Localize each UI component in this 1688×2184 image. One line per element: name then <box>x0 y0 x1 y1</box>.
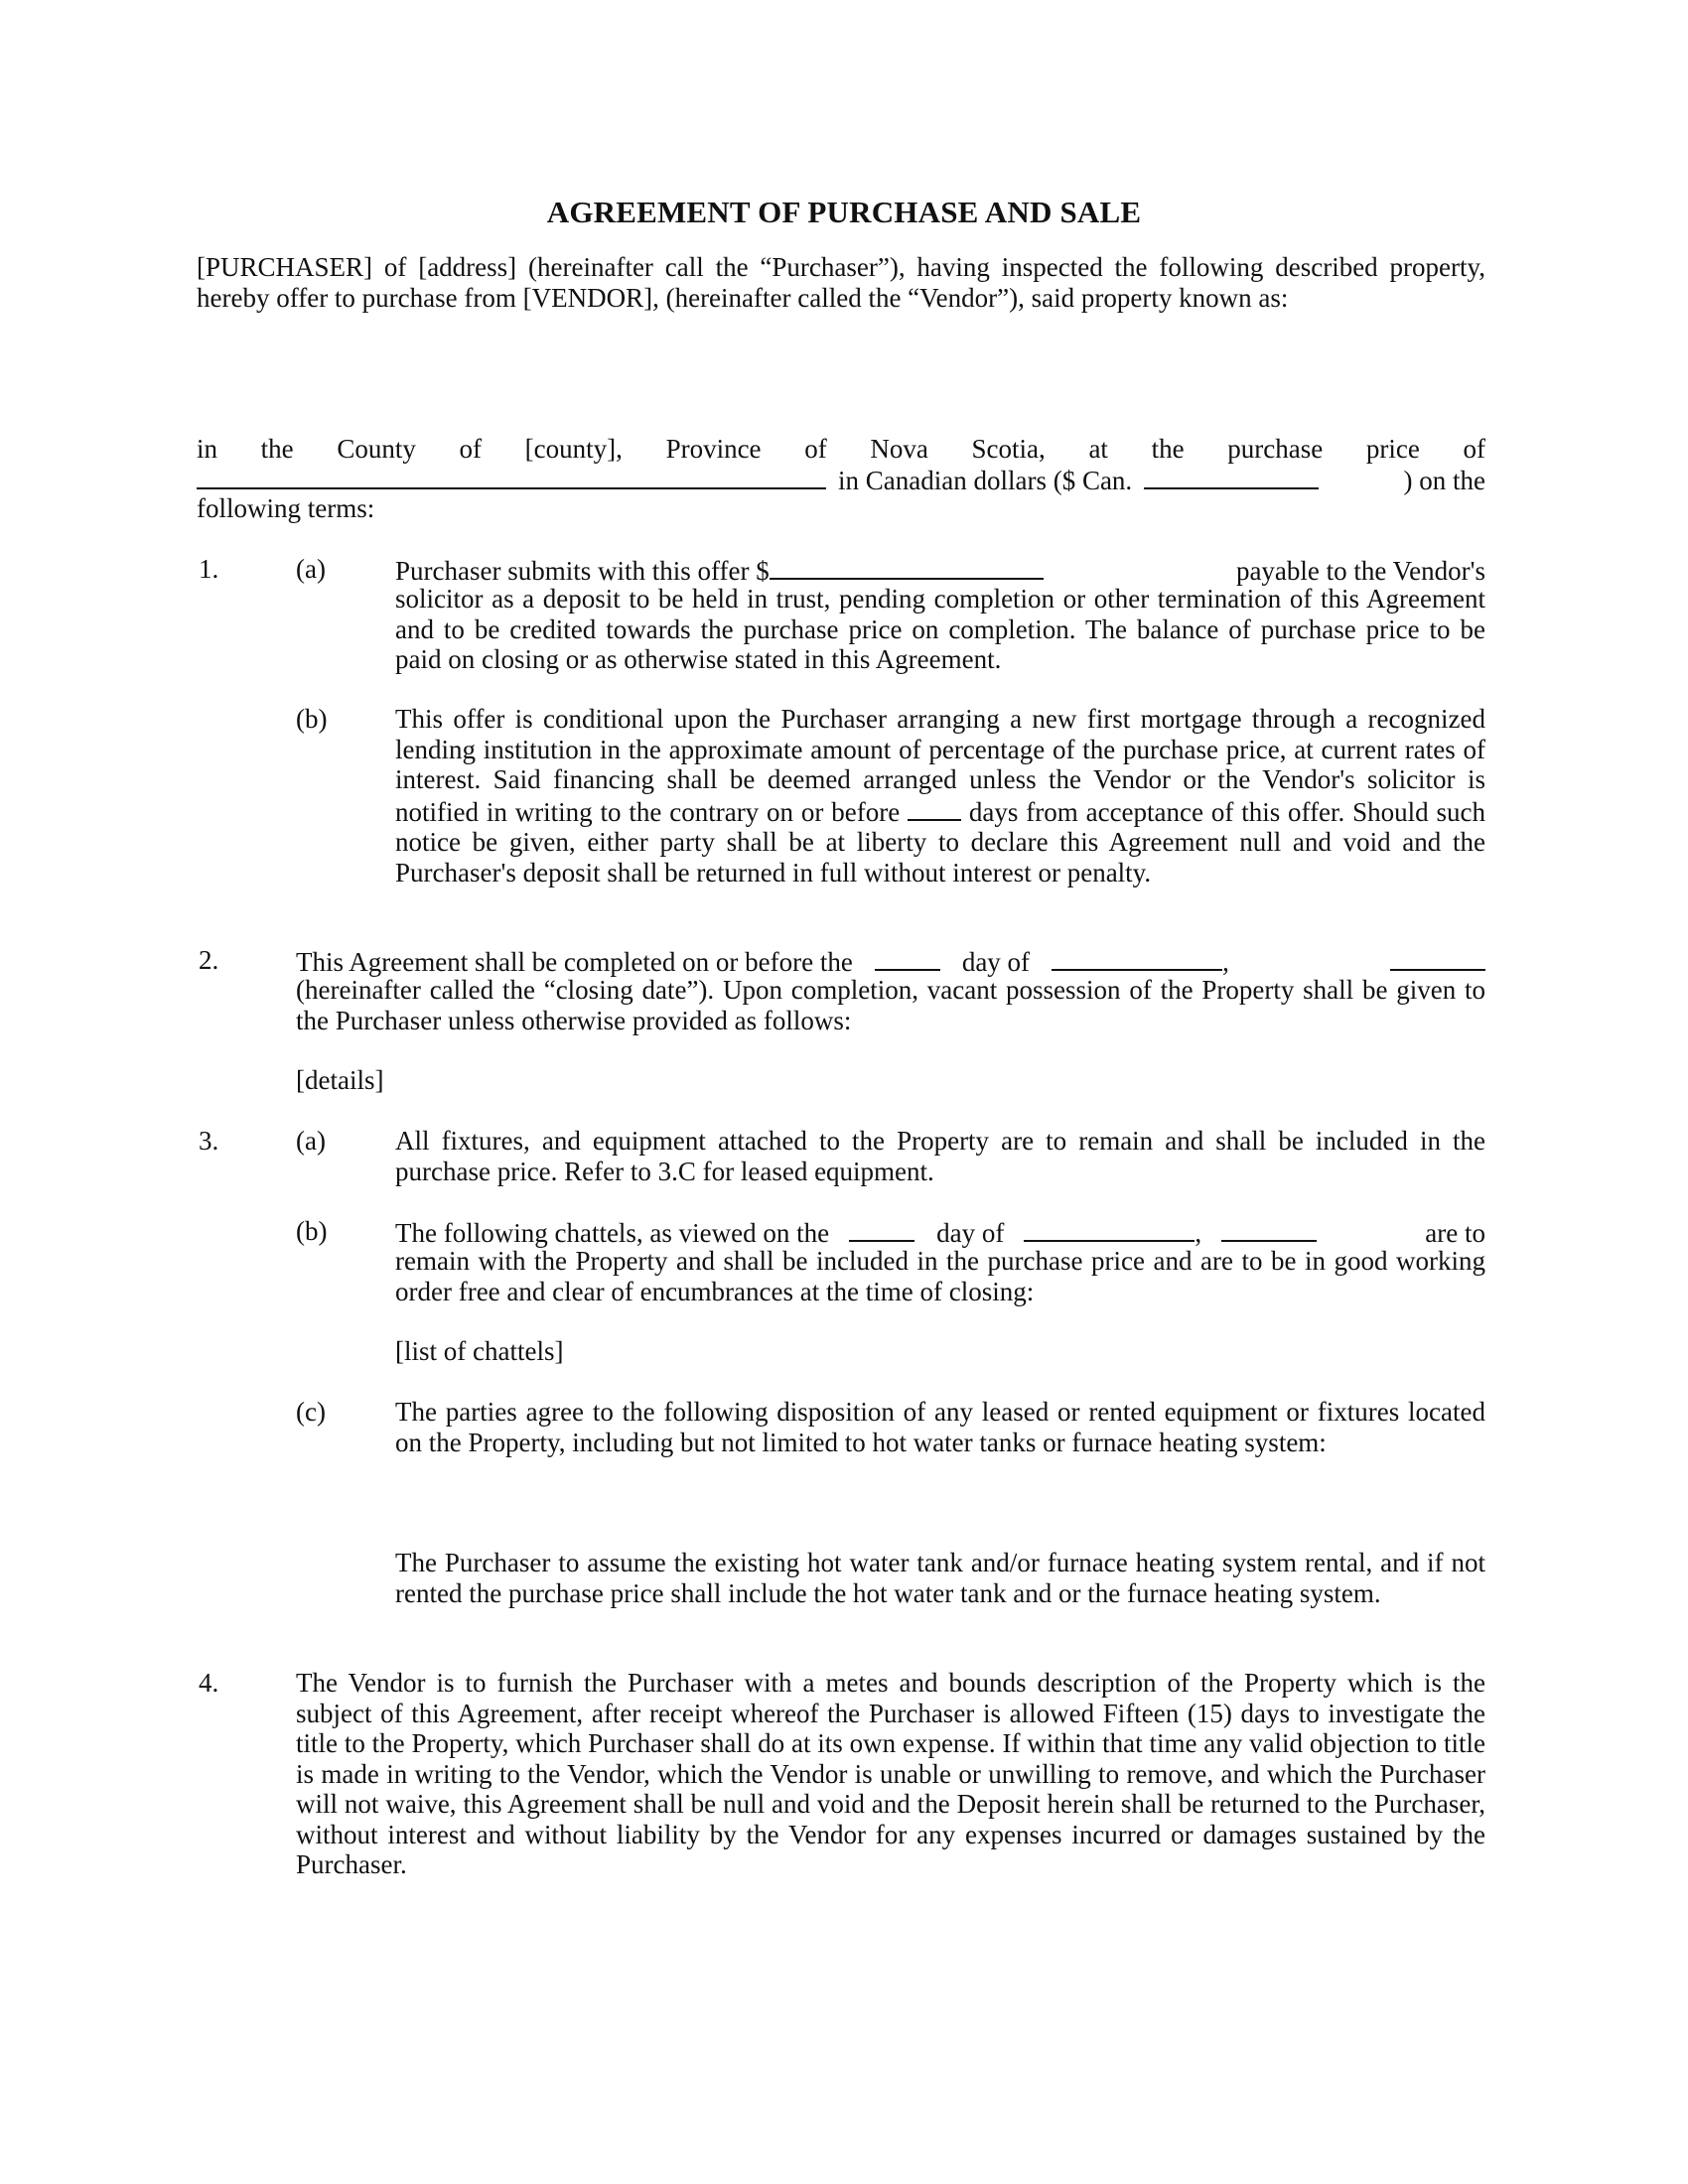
closing-year-blank[interactable] <box>1390 945 1485 971</box>
clause-sub-label: (b) <box>296 1216 328 1246</box>
clause-2-rest: (hereinafter called the “closing date”). Upon completion, vacant possession of the Property shall be given to the Purchaser unless otherwise provided as follows: <box>296 975 1485 1035</box>
document-title: AGREEMENT OF PURCHASE AND SALE <box>546 195 1142 229</box>
clause-1a-rest: solicitor as a deposit to be held in trust, pending completion or other termination of this Agreement and to be credited towards the purchase price on completion. The balance of purchase price to be paid on closing or as otherwise stated in this Agreement. <box>395 584 1485 674</box>
location-line-2 <box>197 464 1485 496</box>
clause-sub-label: (c) <box>296 1397 326 1427</box>
closing-day-blank[interactable] <box>875 945 940 971</box>
viewed-year-blank[interactable] <box>1221 1216 1317 1242</box>
clause-1b-text <box>395 704 1485 887</box>
viewed-day-blank[interactable] <box>849 1216 914 1242</box>
clause-2-text-start: This Agreement shall be completed on or before the <box>296 947 853 977</box>
clause-3c-text: The parties agree to the following disposition of any leased or rented equipment or fixtures located on the Property, including but not limited to hot water tanks or furnace heating system: <box>395 1397 1485 1457</box>
location-line-3: following terms: <box>197 493 375 523</box>
clause-3b-rest: remain with the Property and shall be included in the purchase price and are to be in good working order free and clear of encumbrances at the time of closing: <box>395 1246 1485 1306</box>
clause-sub-label: (a) <box>296 1126 326 1156</box>
clause-sub-label: (a) <box>296 554 326 584</box>
currency-text: in Canadian dollars ($ Can. <box>838 466 1133 495</box>
clause-1b-text-b: days from acceptance of this offer. Should such notice be given, either party shall be at liberty to declare this Agreement null and void and the Purchaser's deposit shall be returned in full without interest or penalty. <box>395 796 1486 887</box>
closing-month-blank[interactable] <box>1052 945 1222 971</box>
days-blank[interactable] <box>908 795 961 821</box>
deposit-amount-blank[interactable] <box>770 554 1044 580</box>
clause-4-text: The Vendor is to furnish the Purchaser with a metes and bounds description of the Property which is the subject of this Agreement, after receipt whereof the Purchaser is allowed Fifteen (15) days to investigate the title to the Property, which Purchaser shall do at its own expense. If within that time any valid objection to title is made in writing to the Vendor, which the Vendor is unable or unwilling to remove, and which the Purchaser will not waive, this Agreement shall be null and void and the Deposit herein shall be returned to the Purchaser, without interest and without liability by the Vendor for any expenses incurred or damages sustained by the Purchaser. <box>296 1668 1485 1879</box>
clause-3b-line-1 <box>395 1216 1485 1249</box>
clause-3a-text: All fixtures, and equipment attached to the Property are to remain and shall be included in the purchase price. Refer to 3.C for leased equipment. <box>395 1126 1485 1186</box>
clause-sub-label: (b) <box>296 704 328 734</box>
day-of-text: day of <box>936 1218 1005 1248</box>
price-words-blank[interactable] <box>197 464 826 489</box>
are-to-text: are to <box>1425 1218 1485 1248</box>
clause-number: 2. <box>199 945 219 975</box>
clause-number: 3. <box>199 1126 219 1156</box>
on-the-text: ) on the <box>1403 466 1485 495</box>
clause-number: 4. <box>199 1668 219 1698</box>
clause-3c-extra: The Purchaser to assume the existing hot water tank and/or furnace heating system rental, and if not rented the purchase price shall include the hot water tank and or the furnace heating system. <box>395 1548 1485 1608</box>
clause-3b-list: [list of chattels] <box>395 1336 564 1366</box>
clause-1a-line-1 <box>395 554 1485 587</box>
location-line-1: in the County of [county], Province of Nova Scotia, at the purchase price of <box>197 434 1485 464</box>
day-of-text: day of <box>961 947 1031 977</box>
comma-text: , <box>1222 947 1229 977</box>
price-amount-blank[interactable] <box>1144 464 1319 489</box>
clause-number: 1. <box>199 554 219 584</box>
intro-paragraph: [PURCHASER] of [address] (hereinafter call the “Purchaser”), having inspected the following described property, hereby offer to purchase from [VENDOR], (hereinafter called the “Vendor”), said property known as: <box>197 252 1485 313</box>
clause-2-line-1 <box>296 945 1485 978</box>
clause-2-details: [details] <box>296 1065 384 1095</box>
viewed-month-blank[interactable] <box>1024 1216 1195 1242</box>
clause-1a-text-end: payable to the Vendor's <box>1235 556 1485 586</box>
clause-1b-text-a: This offer is conditional upon the Purchaser arranging a new first mortgage through a recognized lending institution in the approximate amount of percentage of the purchase price, at current rates of interest. Said financing shall be deemed arranged unless the Vendor or the Vendor's solicitor is notified in writing to the contrary on or before <box>395 704 1485 827</box>
comma-text: , <box>1195 1218 1202 1248</box>
clause-3b-text-start: The following chattels, as viewed on the <box>395 1218 830 1248</box>
clause-1a-text-start: Purchaser submits with this offer $ <box>395 556 770 586</box>
